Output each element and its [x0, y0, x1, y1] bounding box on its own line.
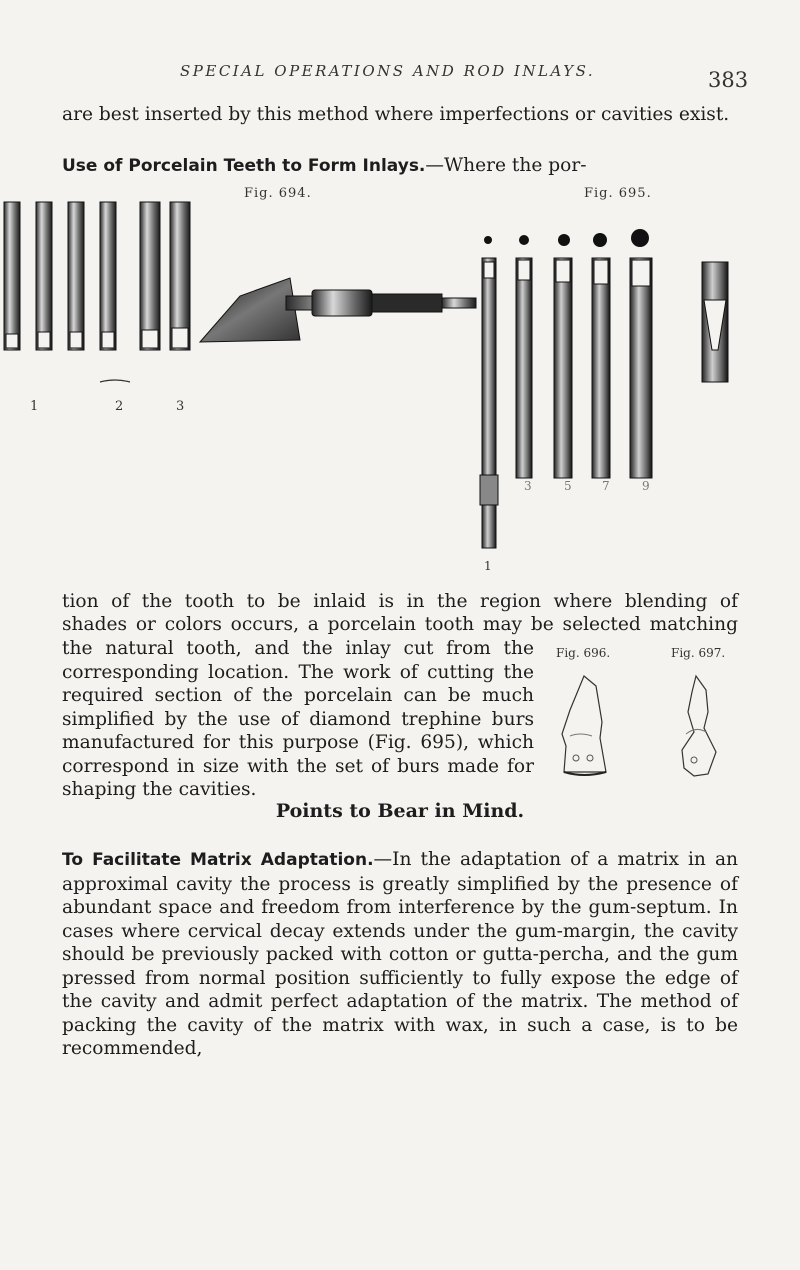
trephine-bur-9 [630, 258, 652, 478]
fig-695-illustration [472, 200, 772, 580]
trephine-bur-11 [702, 262, 728, 382]
running-head: SPECIAL OPERATIONS AND ROD INLAYS. [180, 62, 596, 80]
paragraph-matrix-text: —In the adaptation of a matrix in an approximal cavity the process is greatly simplified by the presence of abundant space and freedom from interference by the gum-septum. In cases where cervical decay extends under the gum-margin, the cavity should be previously packed with cotton or gutta-percha, and the gum pressed from normal position sufficiently to fully expose the edge of the cavity and admit perfect adaptation of the matrix. The method of packing the cavity of the matrix with wax, in such a case, is to be recommended, [62, 849, 739, 1059]
paragraph-porcelain-lead: Use of Porcelain Teeth to Form Inlays. [62, 156, 426, 176]
fig-694-label-1: 1 [30, 399, 39, 414]
paragraph-line-2: shades or colors occurs, a porcelain tooth may be selected matching [62, 614, 738, 635]
trephine-tube-3 [68, 202, 84, 350]
trephine-tube-4 [100, 202, 116, 350]
fig-695-label-5: 5 [564, 479, 572, 493]
fig-694-caption: Fig. 694. [244, 186, 312, 201]
paragraph-matrix [62, 848, 738, 1061]
trephine-tube-6 [170, 202, 190, 350]
fig-694-illustration [0, 200, 480, 430]
trephine-tube-2 [36, 202, 52, 350]
bur-head-5 [631, 229, 649, 247]
paragraph-intro: are best inserted by this method where imperfections or cavities exist. [62, 104, 730, 125]
bur-head-2 [519, 235, 529, 245]
diamond-disc-tool [200, 278, 476, 342]
fig-695-label-9: 9 [642, 479, 650, 493]
fig-696-illustration [556, 672, 628, 782]
fig-694-label-2: 2 [115, 399, 124, 414]
trephine-bur-3 [516, 258, 532, 478]
bur-head-1 [484, 236, 492, 244]
paragraph-porcelain-heading [62, 154, 736, 179]
trephine-tube-5 [140, 202, 160, 350]
fig-695-label-7: 7 [602, 479, 610, 493]
paragraph-line-1: tion of the tooth to be inlaid is in the region where blending of [62, 591, 738, 612]
fig-695-label-1: 1 [484, 559, 492, 573]
page-number: 383 [708, 68, 749, 92]
trephine-bur-7 [592, 258, 610, 478]
fig-695-caption: Fig. 695. [584, 186, 652, 201]
page-header [0, 62, 800, 92]
paragraph-trephine: the natural tooth, and the inlay cut from the corresponding location. The work of cutting the required section of the porcelain can be much simplified by the use of diamond trephine burs manufactured for this purpose (Fig. 695), which correspond in size with the set of burs made for shaping the cavities. [62, 638, 534, 800]
fig-695-label-3: 3 [524, 479, 532, 493]
fig-697-illustration [674, 672, 738, 782]
trephine-tube-1 [4, 202, 20, 350]
paragraph-matrix-lead: To Facilitate Matrix Adaptation. [62, 850, 374, 870]
paragraph-porcelain-text: —Where the por- [425, 155, 587, 176]
fig-694-label-3: 3 [176, 399, 185, 414]
section-title: Points to Bear in Mind. [275, 800, 525, 822]
trephine-bur-1 [480, 258, 498, 548]
fig-697-caption: Fig. 697. [671, 646, 726, 660]
bur-head-4 [593, 233, 607, 247]
trephine-bur-5 [554, 258, 572, 478]
bur-head-3 [558, 234, 570, 246]
fig-696-caption: Fig. 696. [556, 646, 611, 660]
